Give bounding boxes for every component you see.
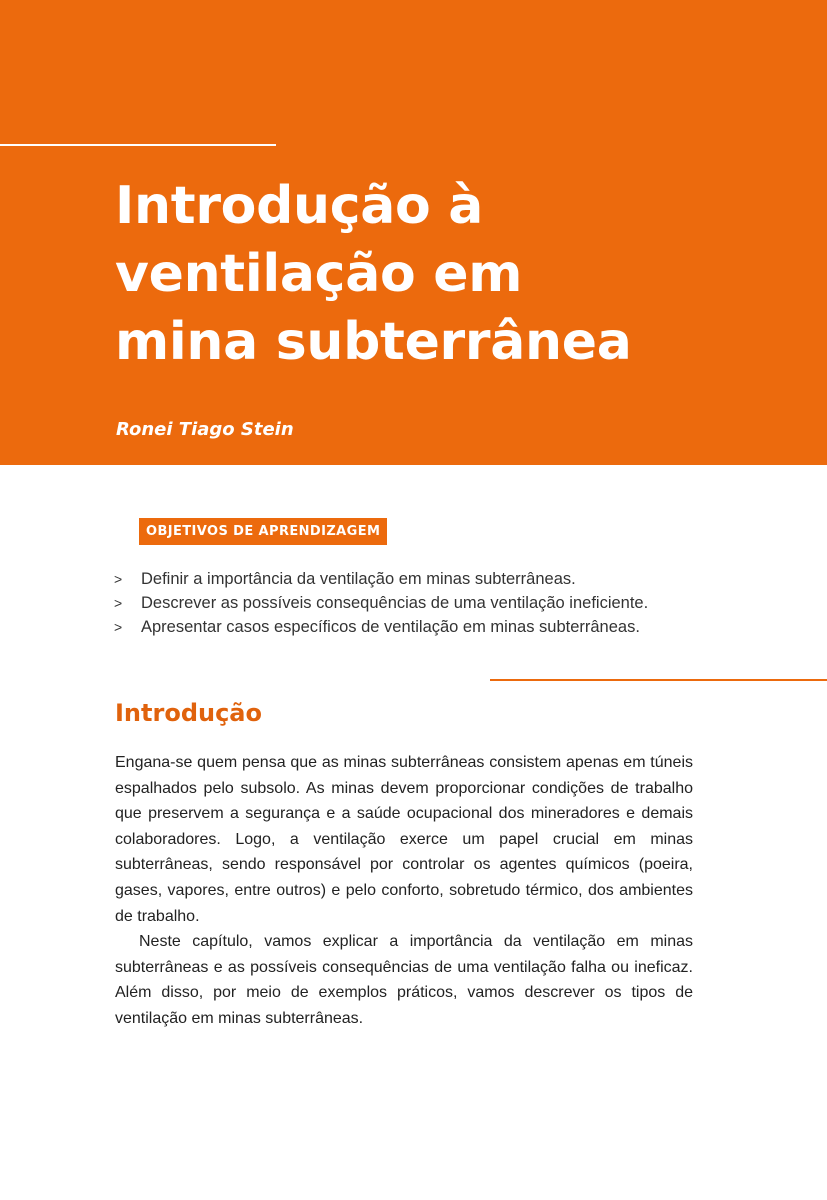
objective-item [114,615,754,639]
author-name: Ronei Tiago Stein [116,419,294,440]
chapter-header [0,0,827,465]
objective-item [114,567,754,591]
chevron-right-icon: > [114,571,123,587]
title-line: Introdução à [115,176,484,236]
title-line: mina subterrânea [115,312,632,372]
chapter-title [115,172,805,376]
chevron-right-icon: > [114,595,123,611]
section-title: Introdução [115,699,262,727]
body-paragraph: Neste capítulo, vamos explicar a importância da ventilação em minas subterrâneas e as possíveis consequências de uma ventilação falha ou ineficaz. Além disso, por meio de exemplos práticos, vamos descrever os tipos de ventilação em minas subterrâneas. [115,933,693,1027]
body-paragraph: Engana-se quem pensa que as minas subterrâneas consistem apenas em túneis espalhados pelo subsolo. As minas devem proporcionar condições de trabalho que preservem a segurança e a saúde ocupacional dos mineradores e demais colaboradores. Logo, a ventilação exerce um papel crucial em minas subterrâneas, sendo responsável por controlar os agentes químicos (poeira, gases, vapores, entre outros) e pelo conforto, sobretudo térmico, dos ambientes de trabalho. [115,754,693,925]
objectives-list [114,567,754,639]
section-rule [490,679,827,681]
objective-text: Descrever as possíveis consequências de uma ventilação ineficiente. [141,594,649,612]
title-line: ventilação em [115,244,523,304]
objective-item [114,591,754,615]
objective-text: Definir a importância da ventilação em minas subterrâneas. [141,570,576,588]
objectives-badge: OBJETIVOS DE APRENDIZAGEM [139,518,387,545]
objective-text: Apresentar casos específicos de ventilação em minas subterrâneas. [141,618,640,636]
section-body [115,750,693,1032]
header-rule [0,144,276,146]
chevron-right-icon: > [114,619,123,635]
